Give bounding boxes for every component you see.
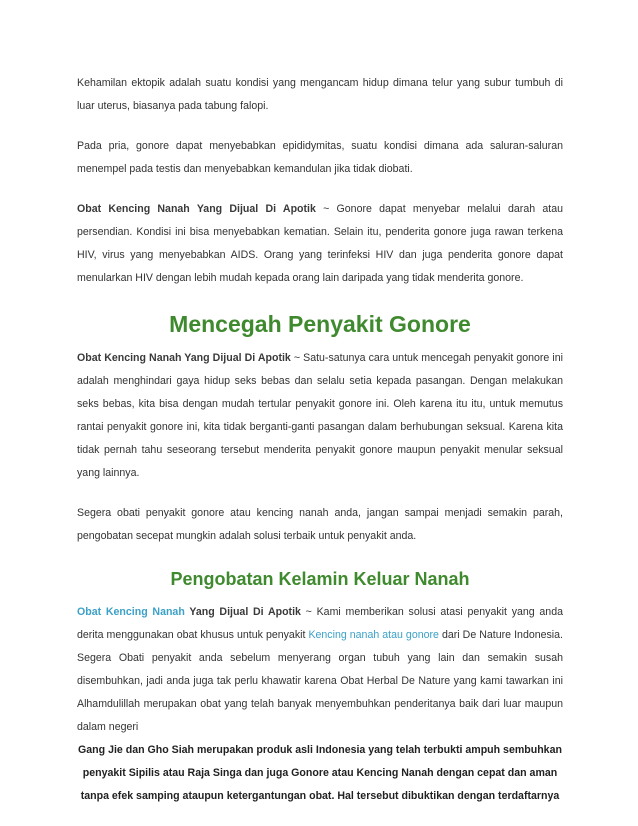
paragraph-treat-soon: Segera obati penyakit gonore atau kencing nanah anda, jangan sampai menjadi semakin parah, pengobatan secepat mungkin adalah solusi terbaik untuk penyakit anda.	[77, 507, 563, 542]
paragraph-prevention	[77, 347, 563, 485]
keyword-bold: Obat Kencing Nanah Yang Dijual Di Apotik	[77, 203, 316, 215]
paragraph-text: dari De Nature Indonesia. Segera Obati penyakit anda sebelum menyerang organ tubuh yang lain dan semakin susah disembuhkan, jadi anda juga tak perlu khawatir karena Obat Herbal De Nature yang kami tawarkan ini Alhamdulillah merupakan obat yang telah banyak menyembuhkan penderitanya baik dari luar maupun dalam negeri	[77, 629, 563, 733]
keyword-bold: Yang Dijual Di Apotik	[184, 606, 301, 618]
paragraph-ectopic: Kehamilan ektopik adalah suatu kondisi yang mengancam hidup dimana telur yang subur tumbuh di luar uterus, biasanya pada tabung falopi.	[77, 77, 563, 112]
section-heading-treatment: Pengobatan Kelamin Keluar Nanah	[170, 569, 470, 589]
keyword-bold: Obat Kencing Nanah Yang Dijual Di Apotik	[77, 352, 291, 364]
section-heading-prevention: Mencegah Penyakit Gonore	[169, 311, 471, 337]
paragraph-text: ~ Gonore dapat menyebar melalui darah atau persendian. Kondisi ini bisa menyebabkan kematian. Selain itu, penderita gonore juga rawan terkena HIV, virus yang menyebabkan AIDS. Orang yang terinfeksi HIV dan juga penderita gonore dapat menularkan HIV dengan lebih mudah kepada orang lain daripada yang tidak menderita gonore.	[77, 203, 563, 284]
paragraph-men: Pada pria, gonore dapat menyebabkan epididymitas, suatu kondisi dimana ada saluran-saluran menempel pada testis dan menyebabkan kemandulan jika tidak diobati.	[77, 140, 563, 175]
paragraph-spread	[77, 198, 563, 290]
paragraph-text: ~ Kami memberikan solusi atasi penyakit yang anda derita menggunakan obat khusus untuk penyakit	[77, 606, 563, 641]
link-obat-kencing-nanah[interactable]: Obat Kencing Nanah	[77, 606, 185, 618]
document-body	[77, 72, 563, 808]
link-kencing-nanah-gonore[interactable]: Kencing nanah atau gonore	[308, 629, 439, 641]
paragraph-text: ~ Satu-satunya cara untuk mencegah penyakit gonore ini adalah menghindari gaya hidup seks bebas dan selalu setia kepada pasangan. Dengan melakukan seks bebas, kita bisa dengan mudah tertular penyakit gonore ini. Oleh karena itu itu, untuk memutus rantai penyakit gonore ini, kita tidak berganti-ganti pasangan dalam berhubungan seksual. Karena kita tidak pernah tahu seseorang tersebut menderita penyakit gonore maupun penyakit menular seksual yang lainnya.	[77, 352, 563, 479]
paragraph-product-bold: Gang Jie dan Gho Siah merupakan produk asli Indonesia yang telah terbukti ampuh sembuhkan penyakit Sipilis atau Raja Singa dan juga Gonore atau Kencing Nanah dengan cepat dan aman tanpa efek samping ataupun ketergantungan obat. Hal tersebut dibuktikan dengan terdaftarnya	[78, 744, 562, 802]
paragraph-treatment	[77, 601, 563, 739]
